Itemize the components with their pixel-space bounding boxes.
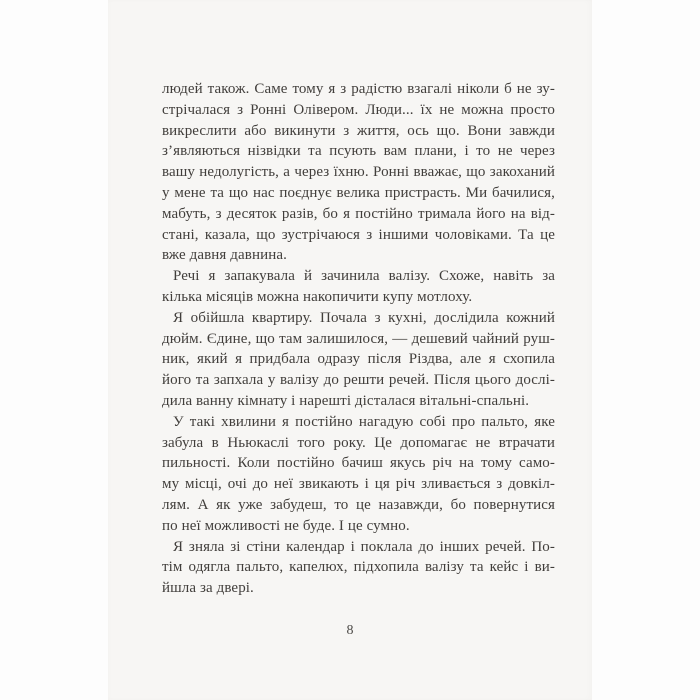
text-line: стрічалася з Ронні Олівером. Люди... їх не можна просто [162, 101, 555, 118]
text-line: у мене та що нас поєднує велика пристрасть. Ми бачилися, [162, 184, 555, 201]
text-line: стані, казала, що зустрічаюся з іншими чоловіками. Та це [162, 226, 555, 243]
text-line: вже давня давнина. [162, 247, 287, 264]
text-line: людей також. Саме тому я з радістю взагалі ніколи б не зу- [162, 81, 555, 97]
text-line: ник, який я придбала одразу після Різдва, але я схопила [162, 351, 555, 368]
text-line: тім одягла пальто, капелюх, підхопила валізу та кейс і ви- [162, 559, 555, 576]
text-line: з’являються нізвідки та псують вам плани, і то не через [162, 143, 555, 160]
text-line: дюйм. Єдине, що там залишилося, — дешевий чайний руш- [162, 330, 555, 347]
text-line: лям. А як уже забудеш, то це назавжди, бо повернутися [162, 496, 555, 513]
text-line: му місці, очі до неї звикають і ця річ зливається з довкіл- [162, 476, 555, 493]
paragraph [162, 79, 555, 266]
text-line: Я обійшла квартиру. Почала з кухні, дослідила кожний [173, 309, 555, 326]
text-line: Я зняла зі стіни календар і поклала до інших речей. По- [173, 538, 555, 555]
text-line: викреслити або викинути з життя, ось що. Вони завжди [162, 122, 555, 139]
text-line: мабуть, з десяток разів, бо я постійно тримала його на від- [162, 205, 555, 222]
paragraph [162, 308, 555, 412]
body-text [162, 79, 555, 599]
text-line: по неї можливості не буде. І це сумно. [162, 517, 410, 534]
text-line: кілька місяців можна накопичити купу мотлоху. [162, 288, 473, 305]
book-page [108, 0, 592, 700]
text-line: його та запхала у валізу до решти речей. Після цього дослі- [162, 372, 555, 389]
text-line: пильності. Коли постійно бачиш якусь річ на тому само- [162, 455, 555, 472]
text-line: йшла за двері. [162, 580, 254, 597]
text-line: Речі я запакувала й зачинила валізу. Схоже, навіть за [173, 268, 555, 285]
paragraph [162, 266, 555, 308]
paragraph [162, 537, 555, 599]
text-line: У такі хвилини я постійно нагадую собі про пальто, яке [173, 413, 555, 430]
text-line: забула в Ньюкаслі того року. Це допомагає не втрачати [162, 434, 555, 451]
text-line: вашу недолугість, а через їхню. Ронні вважає, що закоханий [162, 164, 555, 181]
text-line: дила ванну кімнату і нарешті дісталася вітальні-спальні. [162, 392, 530, 409]
paragraph [162, 412, 555, 537]
page-number: 8 [346, 623, 354, 638]
